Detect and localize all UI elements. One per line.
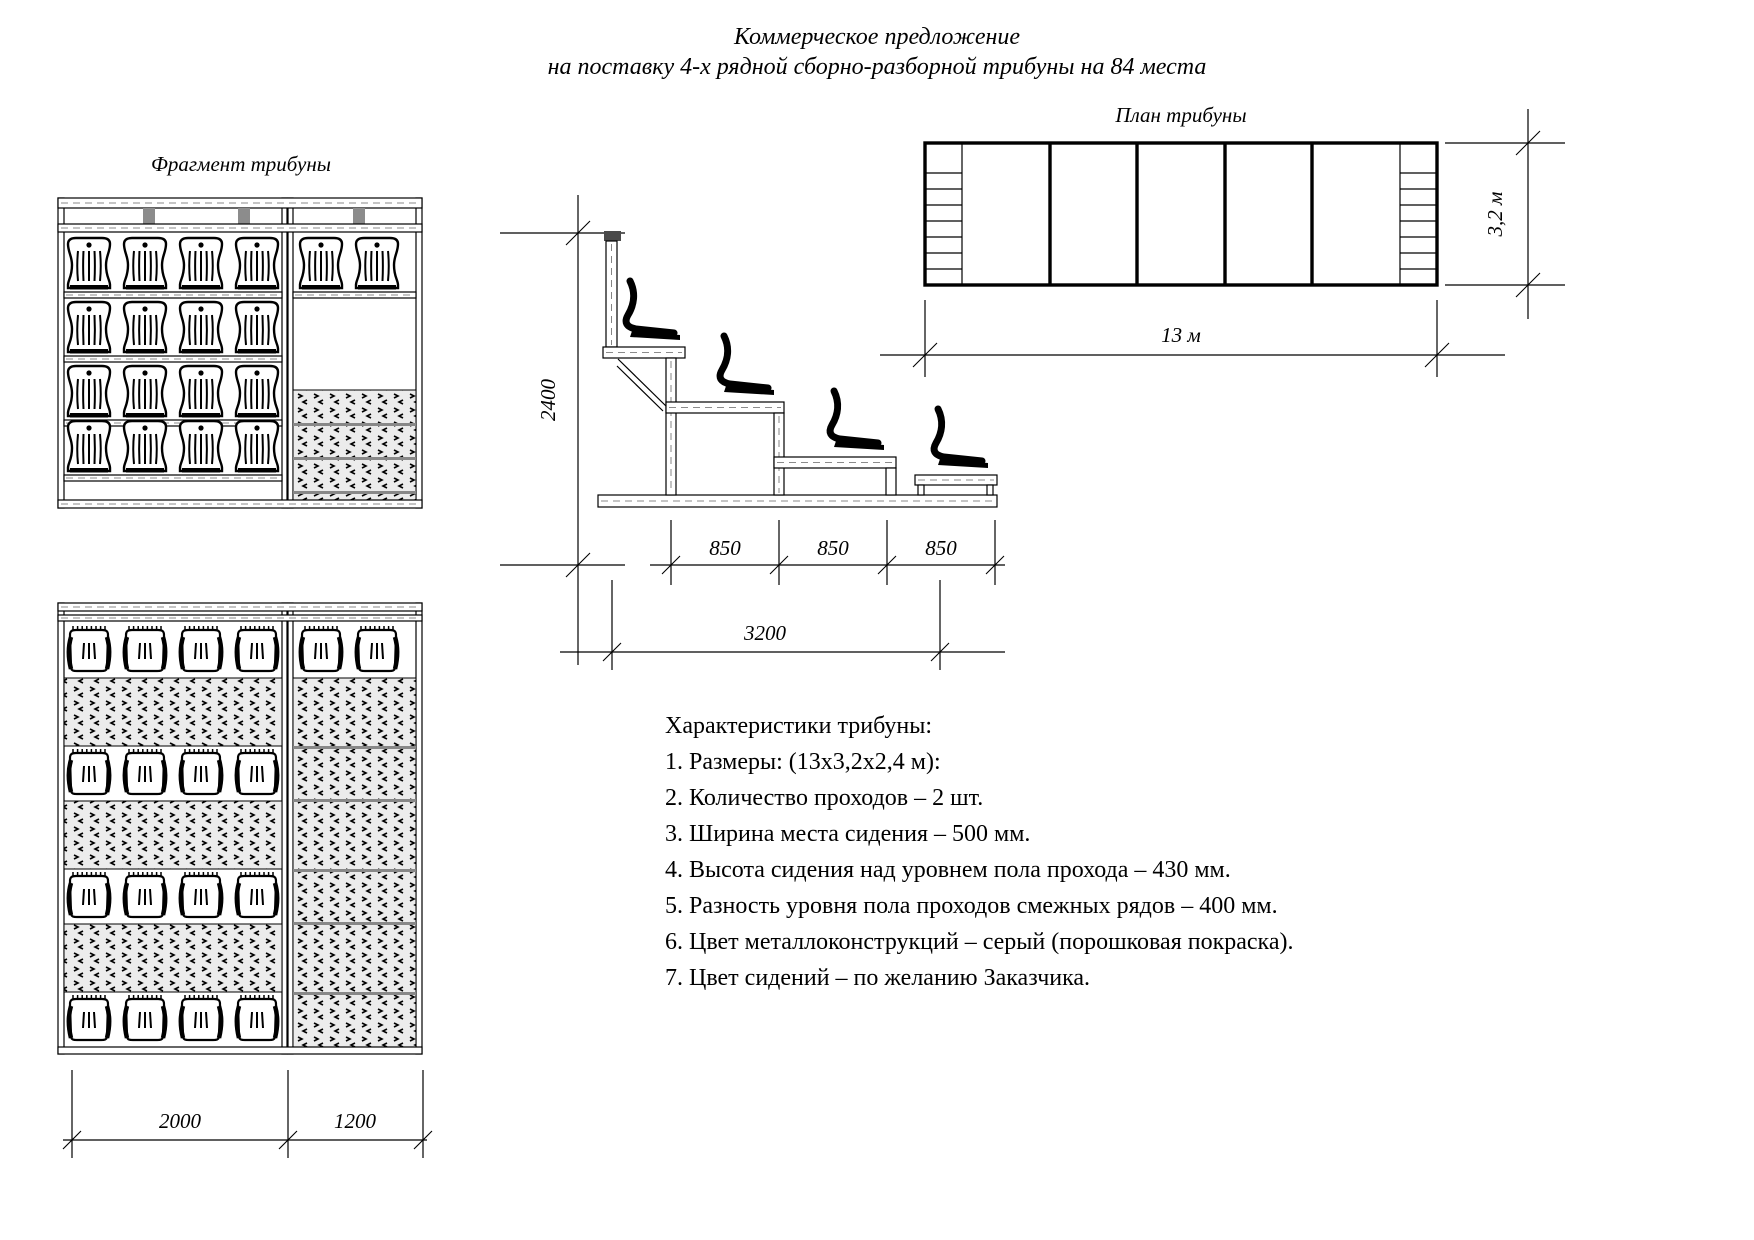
front-view-drawing (55, 195, 427, 517)
rail-post (353, 208, 365, 224)
spec-item: 4. Высота сидения над уровнем пола прохода – 430 мм. (665, 857, 1231, 883)
spec-item: 7. Цвет сидений – по желанию Заказчика. (665, 965, 1091, 991)
plan-view-drawing (860, 95, 1754, 395)
plan-length-dimension (880, 300, 1505, 377)
side-bay-dimensions (650, 520, 1005, 585)
plan-outline (925, 143, 1437, 285)
plan-view-title: План трибуны (1115, 103, 1247, 127)
front-stair-hatch (293, 390, 416, 506)
dim-seat-section-width: 2000 (159, 1109, 201, 1133)
backrest-cap (604, 231, 621, 241)
spec-item: 2. Количество проходов – 2 шт. (665, 785, 984, 811)
fragment-view-title: Фрагмент трибуны (150, 152, 332, 176)
top-bottom-rail (58, 1047, 422, 1054)
top-view-dimensions (63, 1070, 432, 1158)
spec-item: 3. Ширина места сидения – 500 мм. (665, 821, 1031, 847)
top-aisle-section (293, 626, 416, 1047)
dim-bay1: 850 (709, 536, 741, 560)
top-seat-rows (64, 626, 282, 1040)
front-aisle-section (293, 238, 416, 506)
top-stair-hatch (293, 678, 416, 1047)
front-seat-rows (64, 238, 282, 481)
spec-item: 5. Разность уровня пола проходов смежных рядов – 400 мм. (665, 893, 1278, 919)
dim-bay2: 850 (817, 536, 849, 560)
dim-total-depth: 3200 (744, 621, 786, 645)
document-title-line2: на поставку 4-х рядной сборно-разборной трибуны на 84 места (547, 54, 1207, 80)
specs-block (665, 708, 1425, 996)
rail-post (143, 208, 155, 224)
plan-depth-dimension (1445, 109, 1565, 319)
plan-right-stairs (1400, 173, 1437, 269)
specs-heading: Характеристики трибуны: (665, 713, 933, 739)
dim-length: 13 м (1161, 323, 1201, 347)
top-view-drawing (55, 600, 427, 1175)
dim-bay3: 850 (925, 536, 957, 560)
rail-post (238, 208, 250, 224)
dim-depth: 3,2 м (1483, 191, 1507, 237)
document-title (0, 22, 1754, 82)
dim-height: 2400 (536, 379, 560, 421)
spec-item: 1. Размеры: (13х3,2х2,4 м): (665, 749, 941, 775)
document-title-line1: Коммерческое предложение (733, 24, 1021, 50)
dim-aisle-section-width: 1200 (334, 1109, 376, 1133)
plan-left-stairs (925, 173, 962, 269)
spec-item: 6. Цвет металлоконструкций – серый (порошковая покраска). (665, 929, 1294, 955)
front-top-rail (58, 198, 422, 232)
side-total-dimension (560, 580, 1005, 670)
